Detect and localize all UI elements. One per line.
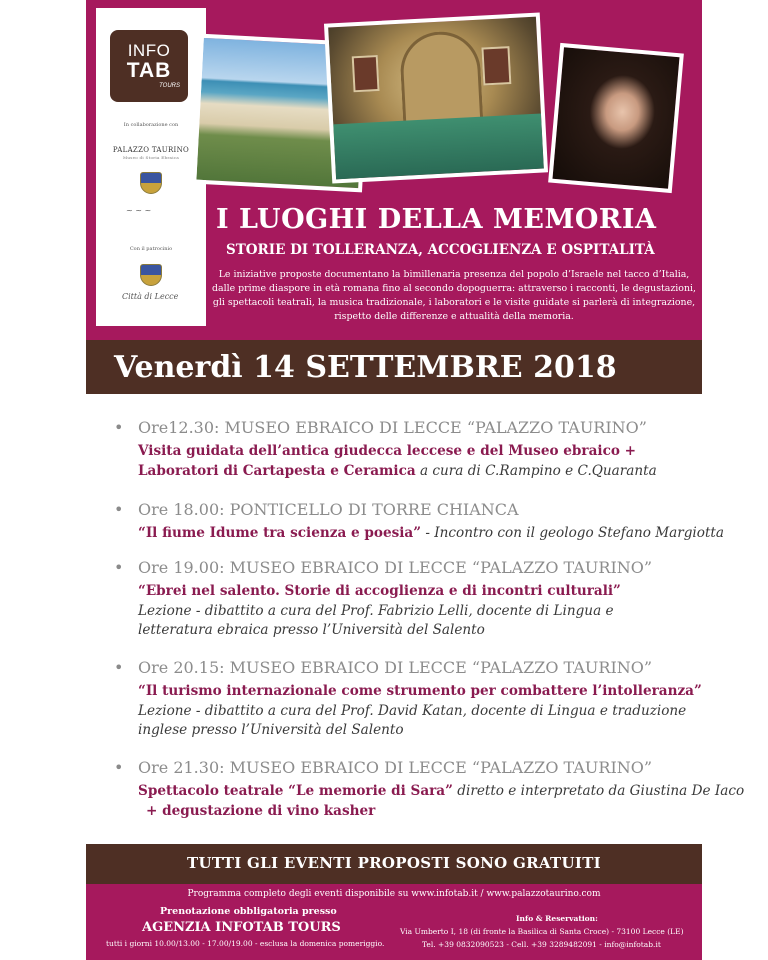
patronage-label: Con il patrocinio	[129, 246, 173, 252]
event-time-place: Ore 18.00: PONTICELLO DI TORRE CHIANCA	[138, 500, 519, 519]
event-time-place: Ore12.30: MUSEO EBRAICO DI LECCE “PALAZZO TAURINO”	[138, 418, 647, 437]
event-detail: + degustazione di vino kasher	[146, 803, 376, 819]
poster-footer	[86, 884, 702, 960]
bullet-icon: •	[114, 500, 124, 519]
palazzo-sub: Museo di Storia Ebraica	[122, 155, 180, 160]
event-title-bold: “Il fiume Idume tra scienza e poesia”	[138, 525, 422, 541]
sponsor-panel	[96, 8, 206, 326]
province-crest-icon	[140, 172, 162, 194]
museum-panel-left	[352, 55, 380, 92]
portrait-photo	[548, 43, 684, 193]
infotab-logo	[110, 30, 188, 102]
museum-photo	[324, 12, 548, 183]
event-time-place: Ore 19.00: MUSEO EBRAICO DI LECCE “PALAZZO TAURINO”	[138, 558, 653, 577]
bullet-icon: •	[114, 558, 124, 577]
event-title	[138, 782, 744, 800]
free-events-notice: TUTTI GLI EVENTI PROPOSTI SONO GRATUITI	[186, 854, 601, 872]
booking-notice: Prenotazione obbligatoria presso	[160, 906, 337, 917]
event-detail-bold: Laboratori di Cartapesta e Ceramica	[138, 463, 416, 479]
poster-title: I LUOGHI DELLA MEMORIA	[216, 204, 657, 235]
event-detail: Lezione - dibattito a cura del Prof. David Katan, docente di Lingua e traduzione	[138, 703, 687, 719]
logo-line-1: INFO	[127, 41, 171, 60]
museum-glass-floor	[333, 114, 544, 180]
logo-line-2: TAB	[126, 59, 172, 82]
bullet-icon: •	[114, 418, 124, 437]
program-info: Programma completo degli eventi disponibile su www.infotab.it / www.palazzotaurino.com	[187, 889, 601, 899]
event-detail: letteratura ebraica presso l’Università del Salento	[138, 622, 485, 638]
poster-subtitle: STORIE DI TOLLERANZA, ACCOGLIENZA E OSPITALITÀ	[226, 242, 655, 258]
bullet-icon: •	[114, 758, 124, 777]
event-title: “Ebrei nel salento. Storie di accoglienza e di incontri culturali”	[138, 583, 621, 599]
event-detail	[138, 462, 657, 480]
free-events-band	[86, 844, 702, 884]
event-date: Venerdì 14 SETTEMBRE 2018	[114, 350, 617, 385]
agency-name: AGENZIA INFOTAB TOURS	[142, 920, 341, 935]
event-title-bold: Spettacolo teatrale “Le memorie di Sara”	[138, 783, 453, 799]
intro-paragraph: Le iniziative proposte documentano la bimillenaria presenza del popolo d’Israele nel tacco d’Italia, dalle prime diaspore in età romana fino al secondo dopoguerra: attraverso i racconti, le degustazioni, gli spettacoli teatrali, la musica tradizionale, i laboratori e le visite guidate si parlerà di integrazione, rispetto delle differenze e attualità della memoria.	[212, 269, 696, 322]
event-time-place: Ore 20.15: MUSEO EBRAICO DI LECCE “PALAZZO TAURINO”	[138, 658, 653, 677]
event-title-italic: - Incontro con il geologo Stefano Margiotta	[421, 525, 724, 541]
event-time-place: Ore 21.30: MUSEO EBRAICO DI LECCE “PALAZZO TAURINO”	[138, 758, 653, 777]
bullet-icon: •	[114, 658, 124, 677]
event-poster	[86, 0, 745, 960]
date-band	[86, 340, 702, 394]
event-detail-italic: a cura di C.Rampino e C.Quaranta	[415, 463, 657, 479]
signature-mark: ~ ~ ~	[126, 206, 152, 215]
collaboration-label: In collaborazione con	[123, 122, 179, 128]
address: Via Umberto I, 18 (di fronte la Basilica di Santa Croce) - 73100 Lecce (LE)	[400, 927, 684, 936]
event-title-italic: diretto e interpretato da Giustina De Iaco	[452, 783, 745, 799]
opening-hours: tutti i giorni 10.00/13.00 - 17.00/19.00 - esclusa la domenica pomeriggio.	[106, 939, 385, 948]
city-crest-icon	[140, 264, 162, 286]
event-detail: inglese presso l’Università del Salento	[138, 722, 404, 738]
city-signature: Città di Lecce	[122, 292, 179, 301]
palazzo-name: PALAZZO TAURINO	[112, 146, 190, 154]
museum-arch	[399, 30, 484, 124]
contacts: Tel. +39 0832090523 - Cell. +39 3289482091 - info@infotab.it	[422, 940, 661, 949]
event-title: “Il turismo internazionale come strumento per combattere l’intolleranza”	[138, 683, 702, 699]
museum-panel-right	[481, 46, 511, 85]
logo-line-3: TOURS	[159, 83, 180, 89]
poster-header	[86, 0, 702, 340]
event-title: Visita guidata dell’antica giudecca leccese e del Museo ebraico +	[138, 443, 637, 459]
palazzo-taurino-logo	[100, 146, 202, 160]
info-label: Info & Reservation:	[516, 914, 598, 923]
event-title	[138, 524, 724, 542]
event-detail: Lezione - dibattito a cura del Prof. Fabrizio Lelli, docente di Lingua e	[138, 603, 614, 619]
